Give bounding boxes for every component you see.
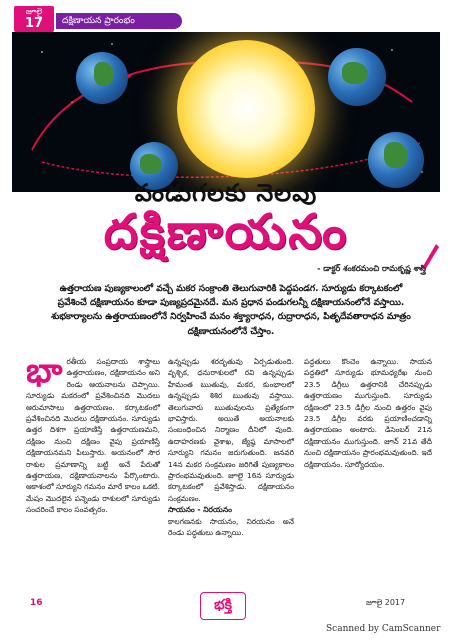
article-subtitle: పండుగలకు నెలవు [134,179,318,207]
date-badge [14,6,54,32]
section-heading: సాయనం - నిరయనం [168,505,232,515]
date-day: 17 [24,16,44,31]
page-number: 16 [30,598,43,608]
issue-header [8,6,180,32]
column-1 [26,351,160,516]
magazine-logo: భక్తి [200,592,246,620]
column-1-text: రతీయ సంప్రదాయ శాస్త్రాలు ఉత్తరాయణం, దక్షిణాయనం అని రెండు ఆయనాలను చెప్పాయి. సూర్యుడు మకరంలో ప్రవేశించినది మొదలు ఆరుమాసాలు ఉత్తరాయణం. కర్కాటకంలో ప్రవేశించినది మొదలు దక్షిణాయనం. సూర్యుడు ఉత్తర దిశగా ప్రయాణిస్తే ఉత్తరాయణమని, దక్షిణం నుంచి దక్షిణం వైపు ప్రయాణిస్తే దక్షిణాయనమని పిలుస్తారు. అయనంలో సౌర రాశుల ప్రమాణాన్ని బట్టి అనే పేరుతో ఉత్తరాయణ, దక్షిణాయనాలను పేర్కొంటారు. ఆకాశంలో సూర్యుని గమనం మారే కాలం ఒకటి. మేషం మొదలైన పన్నెండు రాశులలో సూర్యుడు సంచరించే కాలం సంవత్సరం. [26,357,160,515]
solar-orbit-illustration [12,32,440,192]
article-title: దక్షిణాయనం [103,204,349,260]
column-2-text: ఉన్నప్పుడు శరదృతువు ఏర్పడుతుంది. వృశ్చిక, ధనురాశులలో రవి ఉన్నప్పుడు హేమంత ఋతువు, మకర, కుంభాలలో ఉన్నప్పుడు శిశిర ఋతువు వస్తాయి. తెలుగువారు ఋతువులను ప్రత్యేకంగా భావిస్తారు. అయితే అయనాలకు సంబంధించిన నిర్మాణం దీనిలో వుంది. ఉదాహరణకు వైశాఖ, జ్యేష్ఠ మాసాలలో సూర్యుని గమనం జరుగుతుంది. జనవరి 14న మకర సంక్రమణం జరిగితే పుణ్యకాలం ప్రారంభమవుతుంది. జూలై 16న సూర్యుడు కర్కాటకంలో ప్రవేశిస్తాడు. దక్షిణాయనం సంక్రమణం. [168,357,294,503]
earth-right [328,48,386,106]
column-2 [168,356,294,539]
issue-date: జూలై 2017 [366,598,406,607]
lead-paragraph: ఉత్తరాయణ పుణ్యకాలంలో వచ్చే మకర సంక్రాంతి తెలుగువారికి పెద్దపండగ. సూర్యుడు కర్కాటకంలో ప్రవేశించే దక్షిణాయనం కూడా పుణ్యప్రదమైనదే. మన ప్రధాన పండుగలన్నీ దక్షిణాయనంలోనే వస్తాయి. శుభకార్యాలను ఉత్తరాయణంలోనే నిర్వహించే మనం శక్త్యారాధన, రుద్రారాధన, పితృదేవతారాధన మాత్రం దక్షిణాయనంలోనే చేస్తాం. [51,284,411,337]
column-3 [304,356,432,470]
date-month: జూలై [25,7,43,16]
column-2-text-b: కాలగణనకు సాయనం, నిరయనం అనే రెండు పద్ధతులు ఉన్నాయి. [168,516,294,538]
sun [177,40,315,178]
column-3-text: పద్ధతులు కొంచెం ఉన్నాయి. సాయన పద్ధతిలో సూర్యుడు భూమధ్యరేఖ నుంచి 23.5 డిగ్రీలు ఉత్తరానికి చేరినప్పుడు ఉత్తరాయణం ముగుస్తుంది. సూర్యుడు దక్షిణంలో 23.5 డిగ్రీల నుంచి ఉత్తరం వైపు 23.5 డిగ్రీల వరకు ప్రయాణించడాన్ని ఉత్తరాయణం అంటారు. డిసెంబర్ 21న దక్షిణాయనం ముగుస్తుంది. జూన్ 21వ తేదీ నుంచి దక్షిణాయనం ప్రారంభమవుతుంది. ఇదే దక్షిణాయనం. సూర్యోదయం. [304,357,432,469]
scanner-watermark: Scanned by CamScanner [326,624,441,634]
drop-cap: భా [26,351,63,391]
author-byline: - డాక్టర్ శంకరమంచి రామకృష్ణ శాస్త్రి [317,264,426,273]
header-title: దక్షిణాయన ప్రారంభం [56,13,182,29]
earth-left [76,52,128,104]
